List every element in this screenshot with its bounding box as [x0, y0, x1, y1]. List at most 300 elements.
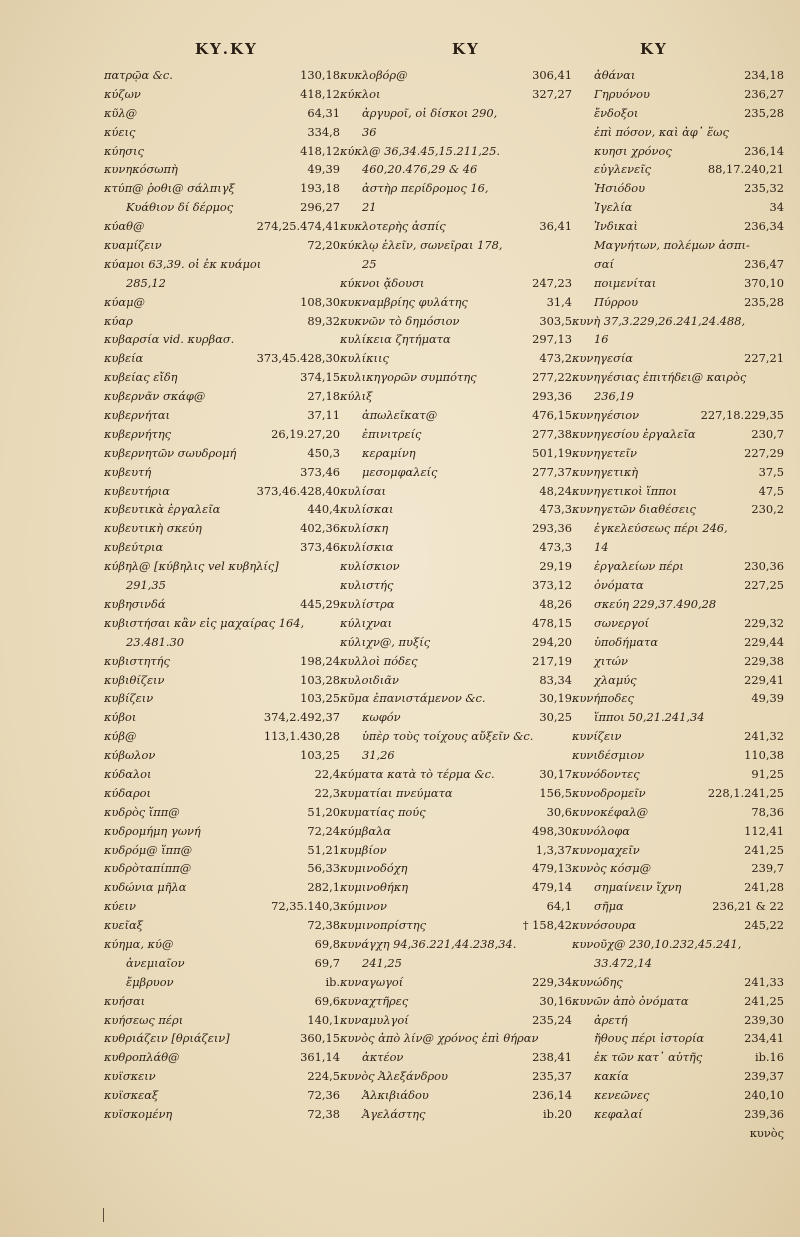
- entry-reference: 103,25: [300, 748, 340, 763]
- index-entry: [104, 935, 340, 954]
- entry-reference: 30,16: [539, 993, 572, 1008]
- entry-reference: 241,32: [744, 729, 784, 744]
- entry-term: κύδαλοι: [104, 766, 152, 781]
- index-entry: [572, 274, 784, 293]
- entry-term: ἐγκελεύσεως πέρι 246,: [594, 521, 728, 536]
- entry-reference: 49,39: [307, 162, 340, 177]
- entry-term: κυλίκεια ζητήματα: [340, 332, 451, 347]
- index-entry: [340, 557, 572, 576]
- entry-reference: 83,34: [539, 672, 572, 687]
- entry-reference: 30,17: [539, 766, 572, 781]
- index-entry: [340, 973, 572, 992]
- entry-term: κυνηγέσιον: [572, 408, 640, 423]
- entry-reference: 247,23: [532, 275, 572, 290]
- entry-term: ἵπποι 50,21.241,34: [594, 710, 705, 725]
- index-entry: [104, 1011, 340, 1030]
- entry-term: ἀθάναι: [594, 68, 636, 82]
- entry-term: σῆμα: [594, 899, 624, 914]
- entry-reference: 241,28: [744, 880, 784, 895]
- index-entry: [572, 822, 784, 841]
- index-entry: [340, 822, 572, 841]
- entry-reference: 241,33: [744, 974, 784, 989]
- entry-reference: 37,5: [758, 464, 784, 479]
- entry-term: κυμινοθήκη: [340, 880, 409, 895]
- entry-reference: 277,38: [532, 426, 572, 441]
- index-entry: [340, 671, 572, 690]
- entry-term: κυναμυλγοί: [340, 1012, 409, 1027]
- entry-reference: 224,5: [307, 1069, 340, 1084]
- entry-term: κύειν: [104, 899, 136, 914]
- entry-reference: 239,7: [751, 861, 784, 876]
- entry-reference: 473,2: [539, 351, 572, 366]
- entry-reference: 51,20: [307, 804, 340, 819]
- entry-term: Γηρυόνου: [594, 86, 650, 101]
- index-entry: [104, 406, 340, 425]
- entry-term: κυλίκιις: [340, 351, 389, 366]
- entry-reference: 277,37: [532, 464, 572, 479]
- entry-term: κακία: [594, 1069, 629, 1084]
- entry-term: κῦλ@: [104, 105, 138, 120]
- entry-term: κυμβίον: [340, 842, 387, 857]
- entry-reference: 22,4: [314, 766, 340, 781]
- entry-reference: 374,2.492,37: [263, 710, 340, 725]
- entry-term: κυλίσκιον: [340, 559, 400, 574]
- index-entry: [104, 312, 340, 331]
- entry-term: 25: [362, 256, 377, 271]
- index-entry: [572, 633, 784, 652]
- entry-reference: 229,32: [744, 615, 784, 630]
- entry-term: κυϊσκειν: [104, 1069, 156, 1084]
- entry-reference: 360,15: [300, 1031, 340, 1046]
- index-entry: [104, 217, 340, 236]
- index-entry: [104, 330, 340, 349]
- entry-reference: 236,47: [744, 256, 784, 271]
- entry-reference: 274,25.474,41: [256, 219, 340, 234]
- running-head-left: ΚΥ.ΚΥ: [195, 40, 258, 58]
- index-entry: [572, 784, 784, 803]
- index-entry: [340, 935, 572, 954]
- index-entry: [572, 217, 784, 236]
- entry-term: κυεῖαξ: [104, 918, 143, 933]
- entry-reference: 236,27: [744, 86, 784, 101]
- entry-term: κυλλοὶ πόδες: [340, 653, 418, 668]
- entry-reference: 72,38: [307, 1106, 340, 1121]
- index-entry: [572, 916, 784, 935]
- entry-reference: 140,1: [307, 1012, 340, 1027]
- entry-term: κυνηγετικοὶ ἵπποι: [572, 483, 678, 498]
- entry-reference: 26,19.27,20: [271, 426, 340, 441]
- entry-term: κυνοκέφαλ@: [572, 804, 649, 819]
- index-column-1: [104, 66, 340, 1124]
- entry-reference: 373,46: [300, 464, 340, 479]
- entry-term: κύκλ@ 36,34.45,15.211,25.: [340, 143, 501, 158]
- entry-term: 285,12: [126, 275, 166, 290]
- index-entry: [104, 841, 340, 860]
- entry-reference: 479,14: [532, 880, 572, 895]
- entry-reference: 373,12: [532, 578, 572, 593]
- index-entry: [104, 538, 340, 557]
- index-entry: [340, 633, 572, 652]
- entry-reference: 27,18: [307, 389, 340, 404]
- entry-term: κυνηγετικὴ: [572, 464, 639, 479]
- entry-reference: 234,18: [744, 68, 784, 82]
- index-entry: [340, 765, 572, 784]
- index-entry: [104, 973, 340, 992]
- index-entry: [104, 803, 340, 822]
- entry-term: κυνηγεσίου ἐργαλεῖα: [572, 426, 696, 441]
- entry-reference: 230,36: [744, 559, 784, 574]
- entry-reference: 234,41: [744, 1031, 784, 1046]
- index-entry: [340, 160, 572, 179]
- index-entry: [104, 179, 340, 198]
- entry-reference: 29,19: [539, 559, 572, 574]
- entry-term: κυβιστήσαι κἂν εἰς μαχαίρας 164,: [104, 615, 305, 630]
- index-entry: [104, 368, 340, 387]
- entry-term: κυλικηγορῶν συμπότης: [340, 370, 477, 385]
- entry-reference: 103,28: [300, 672, 340, 687]
- entry-reference: 373,46.428,40: [256, 483, 340, 498]
- index-entry: [572, 652, 784, 671]
- index-entry: [104, 123, 340, 142]
- entry-reference: 88,17.240,21: [707, 162, 784, 177]
- entry-reference: 282,1: [307, 880, 340, 895]
- entry-term: Ἡσιόδου: [594, 181, 646, 196]
- entry-term: ὑποδήματα: [594, 634, 659, 649]
- index-entry: [572, 859, 784, 878]
- entry-term: ἐκ τῶν κατ᾽ αὐτῆς: [594, 1050, 703, 1065]
- index-entry: [340, 916, 572, 935]
- index-entry: [340, 1011, 572, 1030]
- index-entry: [340, 198, 572, 217]
- entry-term: κύμβαλα: [340, 823, 391, 838]
- entry-term: ἤθους πέρι ἱστορία: [594, 1031, 705, 1046]
- entry-term: κεφαλαί: [594, 1106, 643, 1121]
- index-entry: [104, 274, 340, 293]
- entry-term: κυβαρσία vid. κυρβασ.: [104, 332, 235, 347]
- entry-term: κυβερνᾶν σκάφ@: [104, 389, 206, 404]
- entry-term: ἀνεμιαῖον: [126, 955, 185, 970]
- entry-reference: 51,21: [307, 842, 340, 857]
- entry-term: ἀρετή: [594, 1012, 628, 1027]
- index-entry: [104, 66, 340, 85]
- entry-term: σωνεργοί: [594, 615, 649, 630]
- index-entry: [572, 746, 784, 765]
- entry-term: 236,19: [594, 389, 634, 404]
- entry-reference: 72,24: [307, 823, 340, 838]
- index-entry: [104, 614, 340, 633]
- entry-reference: 72,36: [307, 1088, 340, 1103]
- index-entry: [104, 463, 340, 482]
- index-entry: [340, 1105, 572, 1124]
- entry-reference: 91,25: [751, 766, 784, 781]
- entry-reference: 64,31: [307, 105, 340, 120]
- entry-term: κυμινοδόχη: [340, 861, 408, 876]
- entry-term: κύματα κατὰ τὸ τέρμα &c.: [340, 766, 495, 781]
- entry-term: κυβεύτρια: [104, 540, 164, 555]
- index-entry: [340, 85, 572, 104]
- entry-term: κυναγωγοί: [340, 974, 404, 989]
- entry-term: κυνηγέσιας ἐπιτήδει@ καιρὸς: [572, 370, 747, 385]
- entry-term: κυνηγετεῖν: [572, 445, 637, 460]
- entry-reference: κυνὸς: [749, 1125, 784, 1140]
- entry-term: κυβευτή: [104, 464, 152, 479]
- entry-term: 33.472,14: [594, 955, 652, 970]
- entry-term: κῦμα ἐπανιστάμενον &c.: [340, 691, 486, 706]
- index-entry: [104, 255, 340, 274]
- entry-term: κυθριάζειν [θριάζειν]: [104, 1031, 230, 1046]
- index-entry: [104, 519, 340, 538]
- index-entry: [104, 1086, 340, 1105]
- entry-reference: 198,24: [300, 653, 340, 668]
- entry-term: κυλίστρα: [340, 596, 395, 611]
- entry-reference: 112,41: [744, 823, 784, 838]
- entry-reference: 303,5: [539, 313, 572, 328]
- entry-reference: 476,15: [532, 408, 572, 423]
- entry-reference: 110,38: [744, 748, 784, 763]
- entry-reference: 334,8: [307, 124, 340, 139]
- entry-reference: 30,6: [546, 804, 572, 819]
- index-entry: [104, 727, 340, 746]
- index-entry: [340, 746, 572, 765]
- entry-reference: 30,25: [539, 710, 572, 725]
- entry-term: κυήσαι: [104, 993, 146, 1008]
- index-entry: [340, 104, 572, 123]
- running-head-right: ΚΥ: [640, 40, 668, 58]
- entry-term: πατρῷα &c.: [104, 68, 173, 82]
- index-entry: [104, 482, 340, 501]
- entry-term: κυνὸς ἀπὸ λίν@ χρόνος ἐπὶ θήραν: [340, 1031, 539, 1046]
- entry-reference: 241,25: [744, 993, 784, 1008]
- index-entry: [340, 878, 572, 897]
- entry-reference: 498,30: [532, 823, 572, 838]
- entry-term: κυνὸς κόσμ@: [572, 861, 652, 876]
- entry-term: ἔμβρυον: [126, 974, 174, 989]
- entry-reference: 229,44: [744, 634, 784, 649]
- index-entry: [572, 1011, 784, 1030]
- index-entry: [340, 538, 572, 557]
- index-entry: [340, 217, 572, 236]
- entry-term: κυκνῶν τὸ δημόσιον: [340, 313, 460, 328]
- index-entry: [572, 104, 784, 123]
- entry-term: κυνοῦχ@ 230,10.232,45.241,: [572, 936, 742, 951]
- entry-term: κυβιθίζειν: [104, 672, 165, 687]
- entry-term: κυματίας πούς: [340, 804, 426, 819]
- index-entry: [104, 500, 340, 519]
- entry-term: κυδρόμ@ ἵππ@: [104, 842, 193, 857]
- index-column-3: [572, 66, 784, 1143]
- entry-term: κυθροπλάθ@: [104, 1050, 180, 1065]
- index-entry: [340, 425, 572, 444]
- index-entry: [340, 897, 572, 916]
- entry-term: μεσομφαλείς: [362, 464, 438, 479]
- index-entry: [340, 519, 572, 538]
- index-entry: [572, 992, 784, 1011]
- entry-reference: 49,39: [751, 691, 784, 706]
- entry-reference: 229,34: [532, 974, 572, 989]
- entry-reference: 239,37: [744, 1069, 784, 1084]
- entry-term: Ἰνδικαὶ: [594, 219, 638, 234]
- index-entry: [104, 1067, 340, 1086]
- index-entry: [572, 1067, 784, 1086]
- index-entry: [340, 614, 572, 633]
- entry-term: ἀργυροῖ, οἱ δίσκοι 290,: [362, 105, 498, 120]
- index-entry: [572, 198, 784, 217]
- entry-reference: 473,3: [539, 540, 572, 555]
- entry-reference: 445,29: [300, 596, 340, 611]
- index-entry: [340, 1086, 572, 1105]
- entry-term: 241,25: [362, 955, 402, 970]
- entry-reference: 156,5: [539, 785, 572, 800]
- index-entry: [104, 916, 340, 935]
- entry-reference: 235,28: [744, 294, 784, 309]
- index-entry: [340, 123, 572, 142]
- entry-term: 23.481.30: [126, 634, 184, 649]
- index-entry: [340, 689, 572, 708]
- index-entry: [340, 330, 572, 349]
- index-column-2: [340, 66, 572, 1124]
- entry-term: κυδρὸς ἵππ@: [104, 804, 180, 819]
- entry-reference: 239,30: [744, 1012, 784, 1027]
- entry-term: κυνομαχεῖν: [572, 842, 640, 857]
- entry-reference: 478,15: [532, 615, 572, 630]
- index-entry: [340, 992, 572, 1011]
- entry-reference: 327,27: [532, 86, 572, 101]
- index-entry: [572, 954, 784, 973]
- index-entry: [104, 954, 340, 973]
- entry-term: Ἰγελία: [594, 200, 633, 215]
- index-entry: [340, 1029, 572, 1048]
- entry-term: Μαγνήτων, πολέμων ἀσπι-: [594, 238, 750, 253]
- entry-term: κυβερνητῶν σωυδρομή: [104, 445, 237, 460]
- entry-reference: 217,19: [532, 653, 572, 668]
- entry-term: χιτών: [594, 653, 628, 668]
- entry-term: 16: [594, 332, 609, 347]
- entry-term: ποιμενίται: [594, 275, 657, 290]
- entry-term: κυνὸς Ἀλεξάνδρου: [340, 1069, 448, 1084]
- entry-term: κυνηγεσία: [572, 351, 633, 366]
- index-entry: [572, 1124, 784, 1143]
- entry-term: κυκλοβόρ@: [340, 68, 408, 82]
- entry-reference: 130,18: [300, 68, 340, 82]
- entry-term: κυϊσκομένη: [104, 1106, 173, 1121]
- index-entry: [104, 425, 340, 444]
- entry-term: κυνῶν ἀπὸ ὀνόματα: [572, 993, 689, 1008]
- entry-term: κτύπ@ ῥοθι@ σάλπιγξ: [104, 181, 235, 196]
- entry-term: κυβευτικὴ σκεύη: [104, 521, 202, 536]
- entry-reference: 294,20: [532, 634, 572, 649]
- entry-term: κυλοιδιᾶν: [340, 672, 399, 687]
- entry-reference: 193,18: [300, 181, 340, 196]
- entry-term: κύλιχναι: [340, 615, 393, 630]
- entry-term: κύεις: [104, 124, 136, 139]
- entry-reference: 228,1.241,25: [707, 785, 784, 800]
- entry-term: κυνὴ 37,3.229,26.241,24.488,: [572, 313, 746, 328]
- index-entry: [104, 652, 340, 671]
- index-entry: [104, 444, 340, 463]
- entry-term: κωφόν: [362, 710, 401, 725]
- entry-term: κυβερνήτης: [104, 426, 172, 441]
- entry-reference: ib.20: [542, 1106, 572, 1121]
- entry-reference: 306,41: [532, 68, 572, 82]
- gutter-mark: [103, 1208, 104, 1222]
- index-entry: [104, 689, 340, 708]
- entry-term: κυαμίζειν: [104, 238, 162, 253]
- index-entry: [104, 1105, 340, 1124]
- entry-term: 460,20.476,29 & 46: [362, 162, 478, 177]
- entry-term: σκεύη 229,37.490,28: [594, 596, 717, 611]
- index-entry: [340, 255, 572, 274]
- index-entry: [340, 500, 572, 519]
- entry-term: ἐργαλείων πέρι: [594, 559, 684, 574]
- entry-term: κυϊσκεαξ: [104, 1088, 159, 1103]
- entry-term: κυβιστητής: [104, 653, 170, 668]
- entry-reference: 72,38: [307, 918, 340, 933]
- entry-term: Πύρρου: [594, 294, 639, 309]
- index-entry: [340, 1048, 572, 1067]
- index-entry: [104, 160, 340, 179]
- index-entry: [104, 236, 340, 255]
- running-head-center: ΚΥ: [452, 40, 480, 58]
- entry-reference: 418,12: [300, 86, 340, 101]
- entry-term: κύησις: [104, 143, 144, 158]
- entry-term: κύκνοι ᾄδουσι: [340, 275, 425, 290]
- entry-reference: 235,32: [744, 181, 784, 196]
- entry-term: Ἀγελάστης: [362, 1106, 426, 1121]
- index-entry: [340, 652, 572, 671]
- index-entry: [572, 727, 784, 746]
- index-entry: [340, 595, 572, 614]
- index-entry: [340, 274, 572, 293]
- index-entry: [340, 349, 572, 368]
- index-entry: [104, 765, 340, 784]
- index-entry: [104, 1048, 340, 1067]
- entry-reference: 229,41: [744, 672, 784, 687]
- entry-term: κεραμίνη: [362, 445, 416, 460]
- entry-term: ἐπινιτρείς: [362, 426, 422, 441]
- entry-reference: 239,36: [744, 1106, 784, 1121]
- entry-term: χλαμύς: [594, 672, 637, 687]
- index-entry: [340, 368, 572, 387]
- entry-reference: 370,10: [744, 275, 784, 290]
- entry-reference: 78,36: [751, 804, 784, 819]
- entry-reference: 296,27: [300, 200, 340, 215]
- entry-term: κύμινον: [340, 899, 387, 914]
- index-entry: [572, 973, 784, 992]
- entry-reference: 374,15: [300, 370, 340, 385]
- entry-reference: ib.16: [754, 1050, 784, 1065]
- index-entry: [104, 992, 340, 1011]
- index-entry: [572, 179, 784, 198]
- entry-reference: 473,3: [539, 502, 572, 517]
- entry-reference: 277,22: [532, 370, 572, 385]
- index-entry: [340, 236, 572, 255]
- entry-term: ἀκτέον: [362, 1050, 404, 1065]
- index-entry: [572, 841, 784, 860]
- entry-term: σαί: [594, 256, 614, 271]
- index-entry: [104, 822, 340, 841]
- entry-term: κύαμοι 63,39. οἱ ἐκ κυάμοι: [104, 256, 262, 271]
- index-entry: [572, 142, 784, 161]
- index-entry: [572, 85, 784, 104]
- index-entry: [340, 312, 572, 331]
- index-entry: [104, 557, 340, 576]
- entry-reference: 245,22: [744, 918, 784, 933]
- entry-reference: 240,10: [744, 1088, 784, 1103]
- entry-term: κυησι χρόνος: [594, 143, 672, 158]
- entry-term: κύδαροι: [104, 785, 151, 800]
- index-entry: [340, 142, 572, 161]
- index-entry: [340, 444, 572, 463]
